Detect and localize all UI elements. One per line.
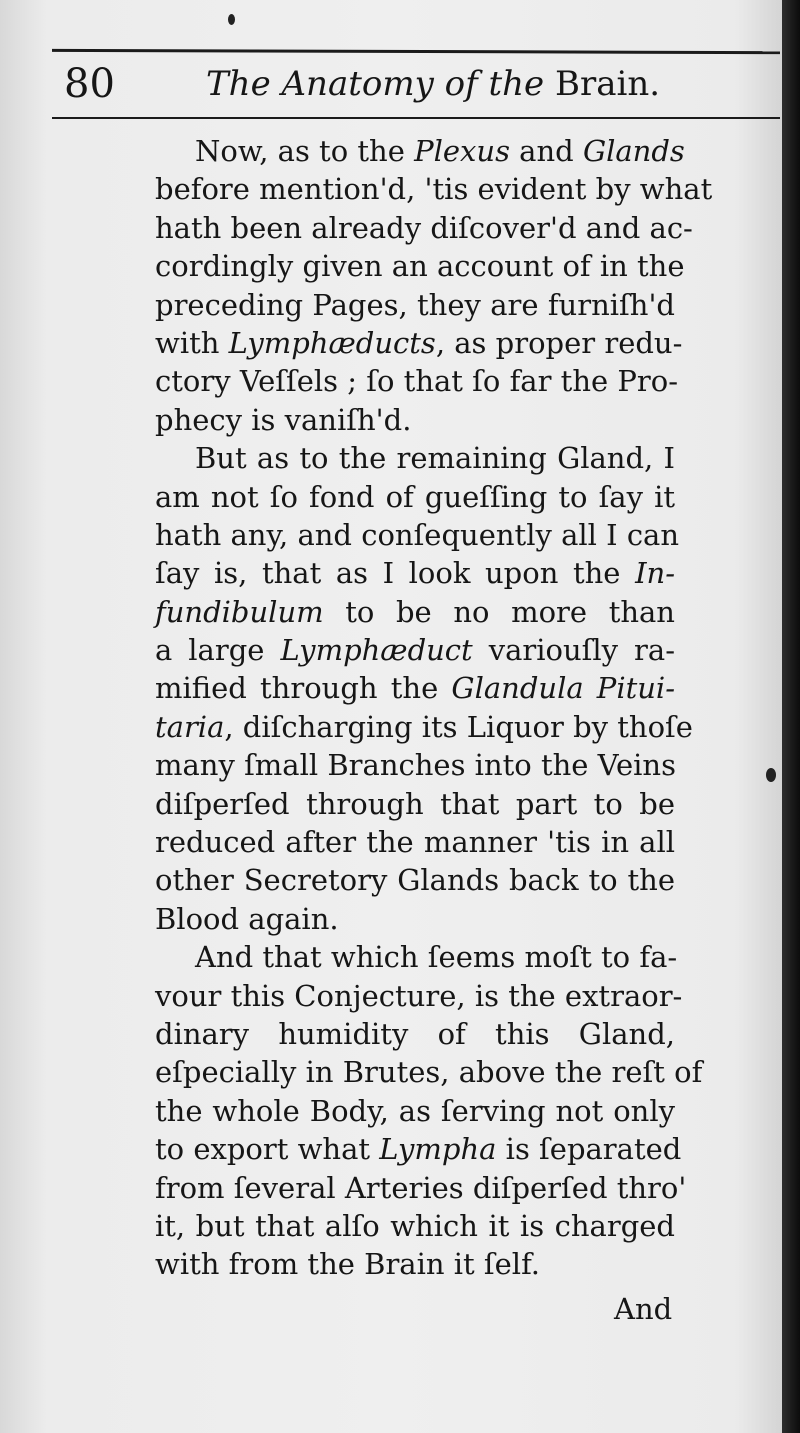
italic-text: In- (635, 556, 675, 591)
text-run: hath been already diſcover'd and ac- (155, 210, 693, 245)
text-run: And that which ſeems moſt to fa- (195, 940, 678, 975)
text-line (155, 209, 693, 247)
text-run: ctory Veſſels ; ſo that ſo far the Pro- (155, 364, 679, 399)
italic-text: Glands (582, 134, 685, 168)
ink-speck (766, 768, 776, 782)
italic-text: fundibulum (155, 594, 324, 629)
text-run: diſperſed through that part to be (155, 786, 675, 821)
text-run: Blood again. (155, 901, 339, 936)
text-line (155, 247, 685, 285)
italic-text: Lymphæducts (228, 325, 436, 360)
text-line (155, 861, 675, 899)
text-run: mified through the (155, 671, 452, 706)
text-run: reduced after the manner 'tis in all (155, 825, 675, 860)
catchword: And (614, 1292, 673, 1326)
text-line (155, 362, 679, 400)
text-line (155, 1207, 675, 1245)
text-line (155, 401, 675, 439)
text-run: eſpecially in Brutes, above the reſt of (155, 1055, 703, 1090)
text-run: is ſeparated (496, 1132, 682, 1167)
italic-text: Lympha (379, 1132, 497, 1167)
paragraph (155, 132, 713, 439)
text-line (155, 669, 675, 707)
text-run: from ſeveral Arteries diſperſed thro' (155, 1170, 687, 1205)
text-line (155, 170, 713, 208)
text-run: hath any, and conſequently all I can (155, 517, 680, 552)
text-run: with (155, 325, 229, 360)
text-run: and (509, 134, 583, 168)
text-line (155, 1053, 703, 1091)
text-line (155, 631, 675, 669)
text-run: But as to the remaining Gland, I (195, 441, 675, 476)
text-run: many ſmall Branches into the Veins (155, 748, 676, 783)
running-title-italic: The Anatomy of the (206, 64, 545, 104)
text-run: to be no more than (323, 594, 675, 629)
running-title-roman: Brain. (554, 64, 661, 104)
text-line (155, 554, 675, 592)
text-line (155, 1245, 675, 1283)
text-run: it, but that alſo which it is charged (155, 1208, 675, 1243)
text-run: to export what (155, 1132, 380, 1167)
page-edge (782, 0, 800, 1433)
italic-text: Plexus (414, 134, 510, 168)
italic-text: Lymphæduct (280, 633, 473, 668)
text-line (155, 1130, 682, 1168)
text-line (155, 900, 675, 938)
text-line (155, 938, 678, 976)
text-run: vour this Conjecture, is the extraor- (155, 978, 683, 1013)
text-line (155, 708, 693, 746)
page-number: 80 (64, 61, 115, 107)
text-run: preceding Pages, they are furniſh'd (155, 287, 675, 322)
text-line (155, 1015, 675, 1053)
text-line (155, 785, 675, 823)
text-run: the whole Body, as ſerving not only (155, 1093, 675, 1128)
text-line (155, 286, 675, 324)
body-text (155, 132, 713, 1284)
text-line (155, 324, 683, 362)
text-run: am not ſo fond of gueſſing to ſay it (155, 479, 675, 514)
paragraph (155, 439, 693, 938)
text-line (155, 439, 675, 477)
paragraph (155, 938, 703, 1284)
text-line (155, 1092, 675, 1130)
text-run: ſay is, that as I look upon the (155, 556, 636, 591)
text-run: other Secretory Glands back to the (155, 863, 675, 898)
running-header (0, 52, 782, 114)
text-run: Now, as to the (195, 134, 415, 168)
text-run: variouſly ra- (472, 633, 675, 668)
running-title (206, 62, 660, 106)
text-run: , diſcharging its Liquor by thoſe (224, 709, 693, 744)
text-run: phecy is vaniſh'd. (155, 402, 412, 437)
text-line (155, 132, 685, 170)
text-line (155, 593, 675, 631)
text-run: with from the Brain it ſelf. (155, 1247, 541, 1282)
text-run: cordingly given an account of in the (155, 249, 685, 284)
text-line (155, 977, 683, 1015)
italic-text: taria (155, 709, 225, 744)
text-line (155, 516, 680, 554)
ink-speck (228, 14, 235, 25)
text-line (155, 823, 675, 861)
text-line (155, 746, 675, 784)
text-run: before mention'd, 'tis evident by what (155, 172, 713, 207)
text-run: a large (155, 633, 281, 668)
italic-text: Glandula Pitui- (451, 671, 675, 706)
text-line (155, 1169, 687, 1207)
text-line (155, 478, 675, 516)
header-rule-bottom (52, 117, 780, 119)
text-run: , as proper redu- (435, 325, 683, 360)
text-run: dinary humidity of this Gland, (155, 1016, 675, 1051)
